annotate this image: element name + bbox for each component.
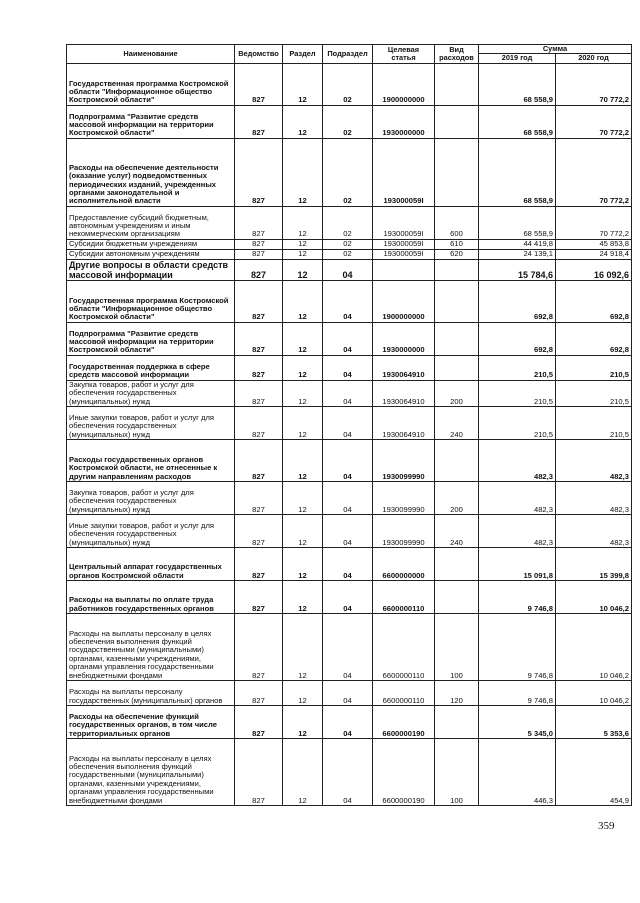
row-2020: 210,5 xyxy=(556,407,632,440)
table-row xyxy=(67,407,632,440)
row-subsection: 04 xyxy=(323,681,373,706)
row-name: Расходы на выплаты по оплате труда работников государственных органов xyxy=(67,581,235,614)
table-row xyxy=(67,440,632,482)
row-2019: 68 558,9 xyxy=(479,63,556,105)
row-article: 6600000190 xyxy=(373,739,435,806)
row-subsection: 04 xyxy=(323,614,373,681)
table-row xyxy=(67,239,632,249)
row-2019: 9 746,8 xyxy=(479,614,556,681)
row-2019: 482,3 xyxy=(479,440,556,482)
table-row xyxy=(67,249,632,259)
row-subsection: 04 xyxy=(323,380,373,406)
row-name: Расходы на обеспечение деятельности (оказание услуг) подведомственных периодических изданий, учрежденных органами законодательной и исполнительной власти xyxy=(67,138,235,206)
row-subsection: 02 xyxy=(323,105,373,138)
row-subsection: 02 xyxy=(323,206,373,239)
row-name: Центральный аппарат государственных органов Костромской области xyxy=(67,548,235,581)
row-2020: 454,9 xyxy=(556,739,632,806)
row-2020: 70 772,2 xyxy=(556,105,632,138)
budget-table xyxy=(66,44,632,806)
row-type xyxy=(435,280,479,322)
row-section: 12 xyxy=(283,548,323,581)
row-subsection: 04 xyxy=(323,280,373,322)
table-row xyxy=(67,355,632,380)
table-row xyxy=(67,105,632,138)
row-type xyxy=(435,259,479,280)
row-2020: 482,3 xyxy=(556,440,632,482)
row-name: Закупка товаров, работ и услуг для обеспечения государственных (муниципальных) нужд xyxy=(67,482,235,515)
row-section: 12 xyxy=(283,614,323,681)
row-type xyxy=(435,63,479,105)
row-article: 1900000000 xyxy=(373,63,435,105)
row-article: 1930000000 xyxy=(373,322,435,355)
row-name: Предоставление субсидий бюджетным, автономным учреждениям и иным некоммерческим организациям xyxy=(67,206,235,239)
row-2020: 210,5 xyxy=(556,355,632,380)
row-section: 12 xyxy=(283,138,323,206)
row-dept: 827 xyxy=(235,322,283,355)
row-dept: 827 xyxy=(235,355,283,380)
row-type: 120 xyxy=(435,681,479,706)
header-type: Вид расходов xyxy=(435,45,479,64)
row-2020: 692,8 xyxy=(556,280,632,322)
table-row xyxy=(67,138,632,206)
row-dept: 827 xyxy=(235,259,283,280)
row-2019: 24 139,1 xyxy=(479,249,556,259)
row-subsection: 02 xyxy=(323,63,373,105)
row-dept: 827 xyxy=(235,681,283,706)
row-article: 1930099990 xyxy=(373,482,435,515)
row-dept: 827 xyxy=(235,239,283,249)
row-type: 200 xyxy=(435,380,479,406)
row-dept: 827 xyxy=(235,614,283,681)
row-subsection: 04 xyxy=(323,259,373,280)
row-2020: 15 399,8 xyxy=(556,548,632,581)
row-dept: 827 xyxy=(235,706,283,739)
table-row xyxy=(67,515,632,548)
row-subsection: 04 xyxy=(323,440,373,482)
row-section: 12 xyxy=(283,239,323,249)
row-name: Расходы на обеспечение функций государственных органов, в том числе территориальных органов xyxy=(67,706,235,739)
row-2019: 5 345,0 xyxy=(479,706,556,739)
row-name: Закупка товаров, работ и услуг для обеспечения государственных (муниципальных) нужд xyxy=(67,380,235,406)
row-2020: 16 092,6 xyxy=(556,259,632,280)
row-dept: 827 xyxy=(235,739,283,806)
row-section: 12 xyxy=(283,515,323,548)
row-dept: 827 xyxy=(235,440,283,482)
table-row xyxy=(67,681,632,706)
header-section: Раздел xyxy=(283,45,323,64)
row-dept: 827 xyxy=(235,105,283,138)
row-2020: 10 046,2 xyxy=(556,614,632,681)
row-article: 1930099990 xyxy=(373,440,435,482)
row-article: 1930064910 xyxy=(373,407,435,440)
row-subsection: 04 xyxy=(323,482,373,515)
row-section: 12 xyxy=(283,706,323,739)
row-name: Иные закупки товаров, работ и услуг для обеспечения государственных (муниципальных) нужд xyxy=(67,407,235,440)
row-section: 12 xyxy=(283,681,323,706)
table-row xyxy=(67,581,632,614)
row-section: 12 xyxy=(283,280,323,322)
row-subsection: 04 xyxy=(323,515,373,548)
row-type xyxy=(435,105,479,138)
row-2019: 68 558,9 xyxy=(479,206,556,239)
header-2019: 2019 год xyxy=(479,54,556,63)
row-name: Подпрограмма "Развитие средств массовой информации на территории Костромской области" xyxy=(67,322,235,355)
row-article xyxy=(373,259,435,280)
row-name: Иные закупки товаров, работ и услуг для обеспечения государственных (муниципальных) нужд xyxy=(67,515,235,548)
row-name: Государственная программа Костромской области "Информационное общество Костромской области" xyxy=(67,63,235,105)
row-subsection: 04 xyxy=(323,322,373,355)
row-article: 6600000110 xyxy=(373,581,435,614)
budget-table-sheet xyxy=(66,44,631,806)
row-2019: 68 558,9 xyxy=(479,138,556,206)
row-dept: 827 xyxy=(235,138,283,206)
table-row xyxy=(67,259,632,280)
row-section: 12 xyxy=(283,380,323,406)
header-subsection: Подраздел xyxy=(323,45,373,64)
row-type: 100 xyxy=(435,614,479,681)
row-subsection: 04 xyxy=(323,407,373,440)
table-row xyxy=(67,482,632,515)
row-article: 6600000110 xyxy=(373,614,435,681)
row-dept: 827 xyxy=(235,482,283,515)
row-article: 193000059I xyxy=(373,138,435,206)
row-2020: 210,5 xyxy=(556,380,632,406)
row-section: 12 xyxy=(283,581,323,614)
row-2019: 210,5 xyxy=(479,380,556,406)
row-subsection: 04 xyxy=(323,706,373,739)
row-type: 240 xyxy=(435,407,479,440)
row-2020: 24 918,4 xyxy=(556,249,632,259)
row-2019: 9 746,8 xyxy=(479,681,556,706)
row-2019: 482,3 xyxy=(479,515,556,548)
row-section: 12 xyxy=(283,355,323,380)
row-article: 1930000000 xyxy=(373,105,435,138)
row-name: Другие вопросы в области средств массовой информации xyxy=(67,259,235,280)
row-section: 12 xyxy=(283,249,323,259)
table-row xyxy=(67,614,632,681)
row-type: 620 xyxy=(435,249,479,259)
row-article: 193000059I xyxy=(373,239,435,249)
row-subsection: 02 xyxy=(323,249,373,259)
row-section: 12 xyxy=(283,322,323,355)
row-dept: 827 xyxy=(235,63,283,105)
row-section: 12 xyxy=(283,259,323,280)
header-sum: Сумма xyxy=(479,45,632,54)
row-article: 193000059I xyxy=(373,249,435,259)
table-row xyxy=(67,380,632,406)
row-name: Субсидии бюджетным учреждениям xyxy=(67,239,235,249)
row-dept: 827 xyxy=(235,581,283,614)
row-article: 6600000190 xyxy=(373,706,435,739)
row-name: Субсидии автономным учреждениям xyxy=(67,249,235,259)
row-2019: 15 091,8 xyxy=(479,548,556,581)
row-dept: 827 xyxy=(235,380,283,406)
row-article: 1900000000 xyxy=(373,280,435,322)
row-2019: 692,8 xyxy=(479,322,556,355)
row-2020: 45 853,8 xyxy=(556,239,632,249)
page-number: 359 xyxy=(598,820,615,832)
table-row xyxy=(67,706,632,739)
row-dept: 827 xyxy=(235,249,283,259)
row-name: Расходы государственных органов Костромской области, не отнесенные к другим направлениям расходов xyxy=(67,440,235,482)
table-row xyxy=(67,280,632,322)
row-2020: 70 772,2 xyxy=(556,138,632,206)
table-row xyxy=(67,206,632,239)
row-article: 1930064910 xyxy=(373,380,435,406)
row-2020: 692,8 xyxy=(556,322,632,355)
row-2020: 482,3 xyxy=(556,515,632,548)
row-name: Подпрограмма "Развитие средств массовой информации на территории Костромской области" xyxy=(67,105,235,138)
row-name: Государственная поддержка в сфере средств массовой информации xyxy=(67,355,235,380)
row-subsection: 04 xyxy=(323,581,373,614)
row-article: 1930099990 xyxy=(373,515,435,548)
row-section: 12 xyxy=(283,739,323,806)
header-dept: Ведомство xyxy=(235,45,283,64)
row-2020: 70 772,2 xyxy=(556,63,632,105)
row-section: 12 xyxy=(283,407,323,440)
row-2019: 692,8 xyxy=(479,280,556,322)
row-type xyxy=(435,581,479,614)
row-section: 12 xyxy=(283,482,323,515)
row-2019: 9 746,8 xyxy=(479,581,556,614)
row-section: 12 xyxy=(283,206,323,239)
header-article: Целевая статья xyxy=(373,45,435,64)
row-2020: 482,3 xyxy=(556,482,632,515)
row-name: Расходы на выплаты персоналу в целях обеспечения выполнения функций государственными (муниципальными) органами, казенными учреждениями, органами управления государственными внебюджетными фондами xyxy=(67,739,235,806)
row-type: 100 xyxy=(435,739,479,806)
row-section: 12 xyxy=(283,63,323,105)
row-dept: 827 xyxy=(235,515,283,548)
header-name: Наименование xyxy=(67,45,235,64)
table-row xyxy=(67,739,632,806)
table-row xyxy=(67,322,632,355)
row-article: 6600000000 xyxy=(373,548,435,581)
row-section: 12 xyxy=(283,105,323,138)
row-name: Расходы на выплаты персоналу в целях обеспечения выполнения функций государственными (муниципальными) органами, казенными учреждениями, органами управления государственными внебюджетными фондами xyxy=(67,614,235,681)
row-article: 193000059I xyxy=(373,206,435,239)
row-name: Расходы на выплаты персоналу государственных (муниципальных) органов xyxy=(67,681,235,706)
row-type: 610 xyxy=(435,239,479,249)
row-dept: 827 xyxy=(235,548,283,581)
row-article: 6600000110 xyxy=(373,681,435,706)
row-type xyxy=(435,548,479,581)
row-2020: 10 046,2 xyxy=(556,681,632,706)
header-2020: 2020 год xyxy=(556,54,632,63)
row-type xyxy=(435,706,479,739)
row-type xyxy=(435,355,479,380)
row-2019: 210,5 xyxy=(479,407,556,440)
row-subsection: 04 xyxy=(323,548,373,581)
table-row xyxy=(67,63,632,105)
row-2019: 446,3 xyxy=(479,739,556,806)
row-type xyxy=(435,322,479,355)
row-type: 600 xyxy=(435,206,479,239)
row-2020: 5 353,6 xyxy=(556,706,632,739)
row-subsection: 02 xyxy=(323,239,373,249)
row-2019: 68 558,9 xyxy=(479,105,556,138)
row-type xyxy=(435,440,479,482)
row-dept: 827 xyxy=(235,407,283,440)
row-type: 240 xyxy=(435,515,479,548)
row-dept: 827 xyxy=(235,206,283,239)
row-section: 12 xyxy=(283,440,323,482)
row-2020: 10 046,2 xyxy=(556,581,632,614)
row-subsection: 02 xyxy=(323,138,373,206)
row-type: 200 xyxy=(435,482,479,515)
table-row xyxy=(67,548,632,581)
row-2019: 482,3 xyxy=(479,482,556,515)
row-subsection: 04 xyxy=(323,355,373,380)
row-2020: 70 772,2 xyxy=(556,206,632,239)
row-type xyxy=(435,138,479,206)
row-name: Государственная программа Костромской области "Информационное общество Костромской области" xyxy=(67,280,235,322)
row-subsection: 04 xyxy=(323,739,373,806)
row-article: 1930064910 xyxy=(373,355,435,380)
row-dept: 827 xyxy=(235,280,283,322)
row-2019: 210,5 xyxy=(479,355,556,380)
row-2019: 15 784,6 xyxy=(479,259,556,280)
row-2019: 44 419,8 xyxy=(479,239,556,249)
